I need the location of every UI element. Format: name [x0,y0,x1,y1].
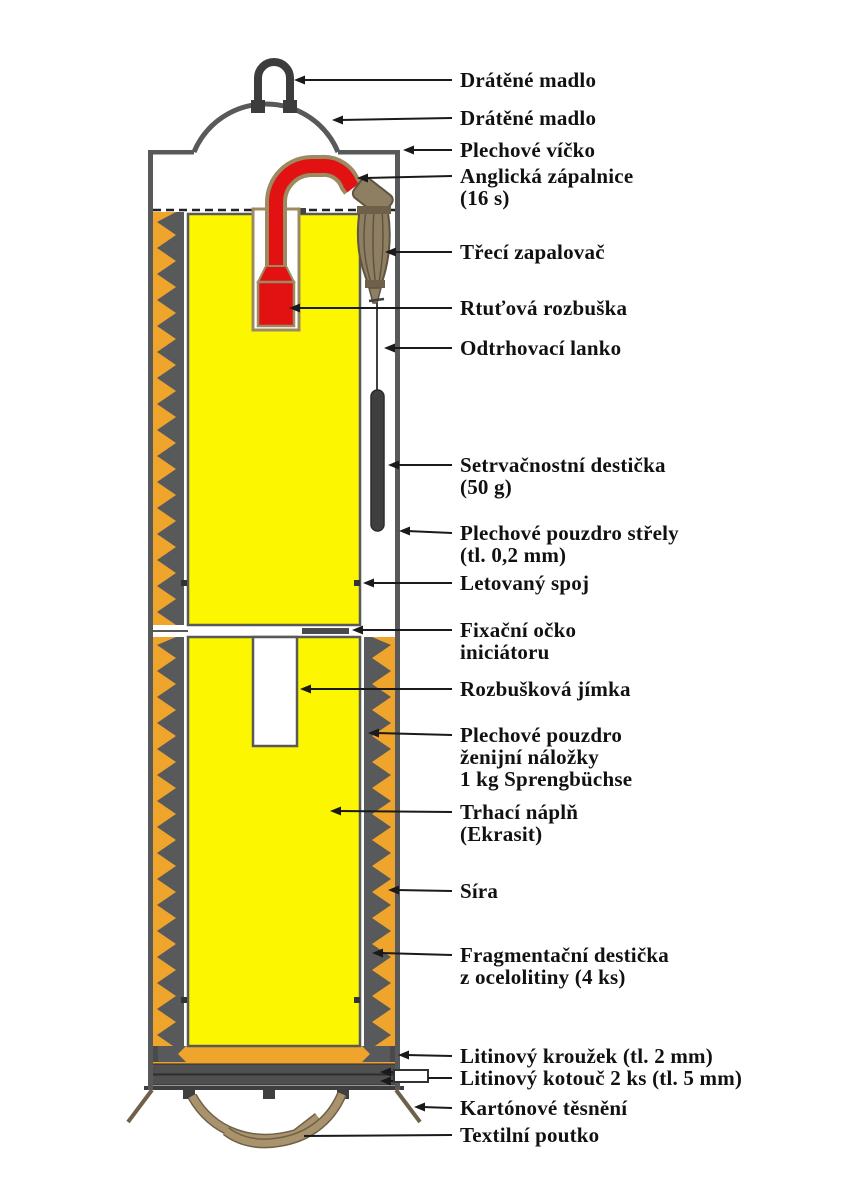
arrowhead [294,76,305,85]
label-text: Síra [460,879,499,903]
mercury-detonator-body [258,282,294,326]
leader-line [396,890,452,891]
label-text: (16 s) [460,186,510,210]
label-text: Litinový kotouč 2 ks (tl. 5 mm) [460,1066,743,1090]
cardboard-seal-left [128,1090,152,1122]
label-text: (Ekrasit) [460,822,543,846]
lid-shoulder-right [338,150,400,155]
igniter-collar-bottom [365,280,385,288]
iron-disc-1 [150,1064,398,1074]
label-text: Plechové pouzdro střely [460,521,679,545]
lid-dome [194,104,338,152]
label-text: Fragmentační destička [460,943,669,967]
cardboard-seal-right [396,1090,420,1122]
arrowhead [384,344,395,353]
joint-node [354,580,360,586]
label-text: Třecí zapalovač [460,240,605,264]
label-text: Anglická zápalnice [460,164,634,188]
inertia-plate [371,390,384,531]
label-text: Drátěné madlo [460,68,597,92]
wire-handle-foot-right [283,100,297,113]
wire-handle-foot-left [251,100,265,113]
joint-node [181,997,187,1003]
arrowhead [352,626,363,635]
leader-line [340,118,452,120]
arrowhead [363,579,374,588]
label-text: Setrvačnostní destička [460,453,666,477]
base-plate [144,1086,404,1090]
leader-line [407,531,452,533]
casing-wall-right [395,150,400,1090]
lid-shoulder-left [148,150,194,155]
strap-tab [263,1090,275,1099]
label-text: Litinový kroužek (tl. 2 mm) [460,1044,713,1068]
label-text: (tl. 0,2 mm) [460,543,567,567]
leader-line [304,1135,452,1136]
label-text: (50 g) [460,475,512,499]
arrowhead [332,116,343,125]
arrowhead [399,527,410,536]
label-text: z ocelolitiny (4 ks) [460,965,626,989]
label-text: Kartónové těsnění [460,1096,628,1120]
label-text: iniciátoru [460,640,550,664]
label-text: Rozbušková jímka [460,677,631,701]
bracket-box [394,1070,428,1082]
leader-line [365,176,452,178]
leader-line [422,1107,452,1108]
arrowhead [388,461,399,470]
label-text: Textilní poutko [460,1123,600,1147]
leader-line [338,811,452,812]
sulfur-band-bottom [153,1046,395,1064]
initiator-eyelet-bar [302,628,349,634]
joint-node [181,580,187,586]
iron-disc-2 [150,1075,398,1085]
leader-line [406,1055,452,1056]
joint-node [354,997,360,1003]
label-text: Trhací náplň [460,800,579,824]
label-text: ženijní náložky [460,745,599,769]
label-text: Plechové pouzdro [460,723,623,747]
igniter-collar-top [357,206,391,214]
label-text: Rtuťová rozbuška [460,296,628,320]
label-text: 1 kg Sprengbüchse [460,767,633,791]
arrowhead [414,1103,425,1112]
arrowhead [403,146,414,155]
label-text: Drátěné madlo [460,106,597,130]
label-text: Plechové víčko [460,138,596,162]
label-text: Fixační očko [460,618,577,642]
label-text: Odtrhovací lanko [460,336,622,360]
casing-wall-left [148,150,153,1090]
label-text: Letovaný spoj [460,571,590,595]
detonator-well-lower [253,637,297,746]
